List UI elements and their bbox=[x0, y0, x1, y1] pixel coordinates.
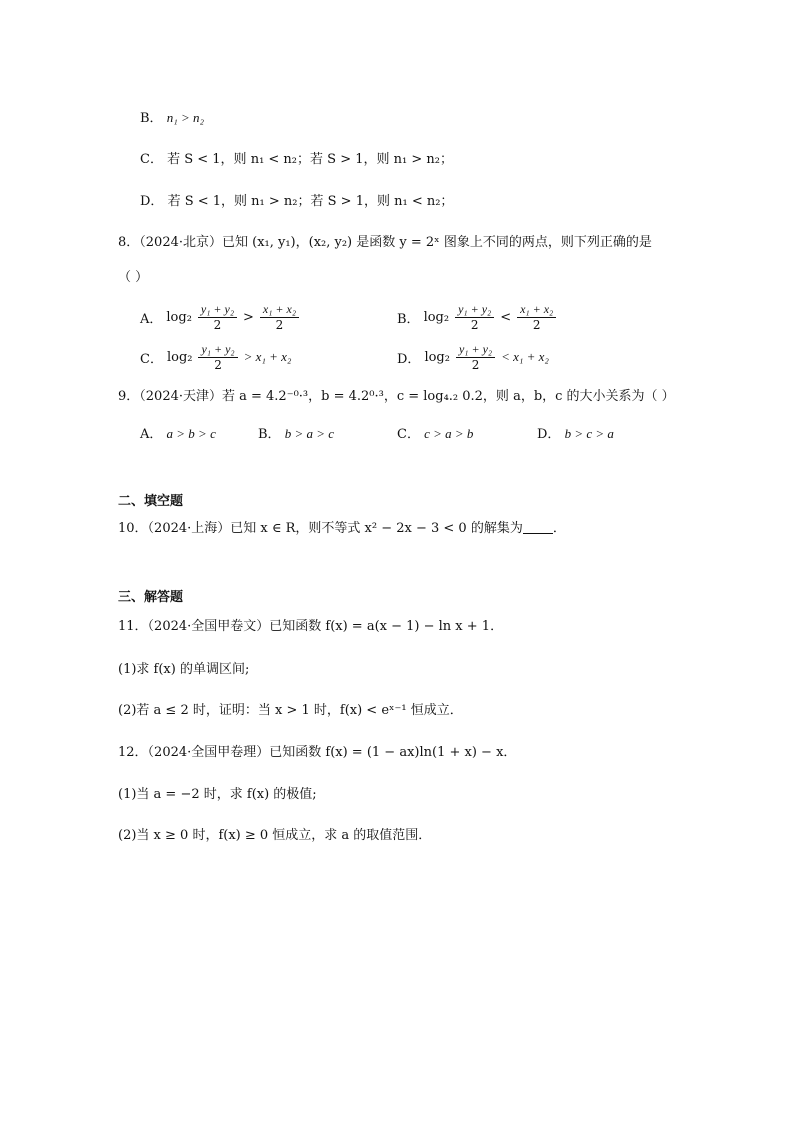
q12-stem: 12．（2024·全国甲卷理）已知函数 f(x) = (1 − ax)ln(1 + x) − x． bbox=[118, 745, 517, 760]
option-label: C． bbox=[397, 427, 420, 442]
relation: < x₁ + x₂ bbox=[501, 349, 549, 364]
option-label: B． bbox=[258, 427, 281, 442]
log-base: log₂ bbox=[423, 309, 450, 325]
question-text-end: ． bbox=[552, 521, 566, 536]
option-text: c > a > b bbox=[424, 426, 474, 441]
question-text: 10．（2024·上海）已知 x ∈ R，则不等式 x² − 2x − 3 < 0 的解集为 bbox=[118, 521, 523, 536]
q8-option-b bbox=[397, 300, 558, 334]
option-label: D． bbox=[397, 351, 421, 367]
q11-stem: 11．（2024·全国甲卷文）已知函数 f(x) = a(x − 1) − ln x + 1． bbox=[118, 619, 504, 634]
option-text: b > a > c bbox=[284, 426, 335, 441]
q12-part1: (1)当 a = −2 时，求 f(x) 的极值; bbox=[118, 787, 317, 802]
option-text: a > b > c bbox=[166, 426, 216, 441]
q7-option-b bbox=[140, 108, 204, 129]
q9-option-a bbox=[140, 424, 216, 445]
option-text: b > c > a bbox=[564, 426, 614, 441]
relation: > x₁ + x₂ bbox=[243, 349, 292, 364]
q8-stem: 8．（2024·北京）已知 (x₁, y₁)，(x₂, y₂) 是函数 y = 2ˣ 图象上不同的两点，则下列正确的是 bbox=[118, 235, 652, 250]
q10-stem bbox=[118, 519, 566, 539]
option-text: 若 S < 1，则 n₁ < n₂；若 S > 1，则 n₁ > n₂； bbox=[167, 152, 453, 167]
q8-option-d bbox=[397, 340, 549, 374]
denominator: 2 bbox=[532, 317, 541, 332]
fraction bbox=[198, 342, 237, 373]
fraction bbox=[260, 302, 299, 333]
option-label: D． bbox=[140, 194, 164, 209]
fraction bbox=[198, 302, 237, 333]
log-base: log₂ bbox=[424, 349, 450, 365]
option-label: B． bbox=[140, 111, 163, 126]
relation: > bbox=[243, 309, 254, 325]
relation: < bbox=[500, 309, 512, 325]
q9-option-b bbox=[258, 424, 334, 445]
q9-option-d bbox=[537, 424, 614, 445]
q11-part2: (2)若 a ≤ 2 时，证明：当 x > 1 时，f(x) < eˣ⁻¹ 恒成立． bbox=[118, 703, 463, 718]
q9-stem: 9．（2024·天津）若 a = 4.2⁻⁰·³，b = 4.2⁰·³，c = log₄.₂ 0.2，则 a，b，c 的大小关系为（ ） bbox=[118, 389, 675, 404]
denominator: 2 bbox=[213, 317, 222, 332]
denominator: 2 bbox=[470, 317, 479, 332]
q7-option-d bbox=[140, 192, 453, 212]
option-text: n₁ > n₂ bbox=[166, 110, 205, 125]
option-label: D． bbox=[537, 427, 561, 442]
fraction bbox=[455, 302, 494, 333]
q8-option-c bbox=[140, 340, 291, 374]
numerator: y₁ + y₂ bbox=[198, 342, 237, 358]
q7-option-c bbox=[140, 150, 453, 170]
log-base: log₂ bbox=[166, 349, 193, 365]
numerator: y₁ + y₂ bbox=[198, 302, 237, 318]
option-label: A． bbox=[140, 427, 163, 442]
numerator: x₁ + x₂ bbox=[517, 302, 556, 318]
answer-blank[interactable] bbox=[523, 521, 553, 534]
q9-option-c bbox=[397, 424, 473, 445]
denominator: 2 bbox=[471, 357, 480, 372]
denominator: 2 bbox=[275, 317, 284, 332]
section-heading-solve: 三、解答题 bbox=[118, 590, 184, 605]
fraction bbox=[517, 302, 556, 333]
log-base: log₂ bbox=[166, 309, 192, 325]
option-text: 若 S < 1，则 n₁ > n₂；若 S > 1，则 n₁ < n₂； bbox=[167, 194, 454, 209]
q8-option-a bbox=[140, 300, 301, 334]
numerator: y₁ + y₂ bbox=[456, 342, 495, 358]
q11-part1: (1)求 f(x) 的单调区间; bbox=[118, 662, 250, 677]
option-label: C． bbox=[140, 152, 163, 167]
option-label: A． bbox=[140, 311, 163, 327]
fraction bbox=[456, 342, 495, 373]
option-label: B． bbox=[397, 311, 420, 327]
numerator: x₁ + x₂ bbox=[260, 302, 299, 318]
q8-answer-paren: （ ） bbox=[118, 270, 149, 285]
denominator: 2 bbox=[214, 357, 222, 372]
option-label: C． bbox=[140, 351, 163, 367]
numerator: y₁ + y₂ bbox=[455, 302, 494, 318]
section-heading-fill-in: 二、填空题 bbox=[118, 494, 184, 509]
q12-part2: (2)当 x ≥ 0 时，f(x) ≥ 0 恒成立，求 a 的取值范围． bbox=[118, 828, 432, 843]
